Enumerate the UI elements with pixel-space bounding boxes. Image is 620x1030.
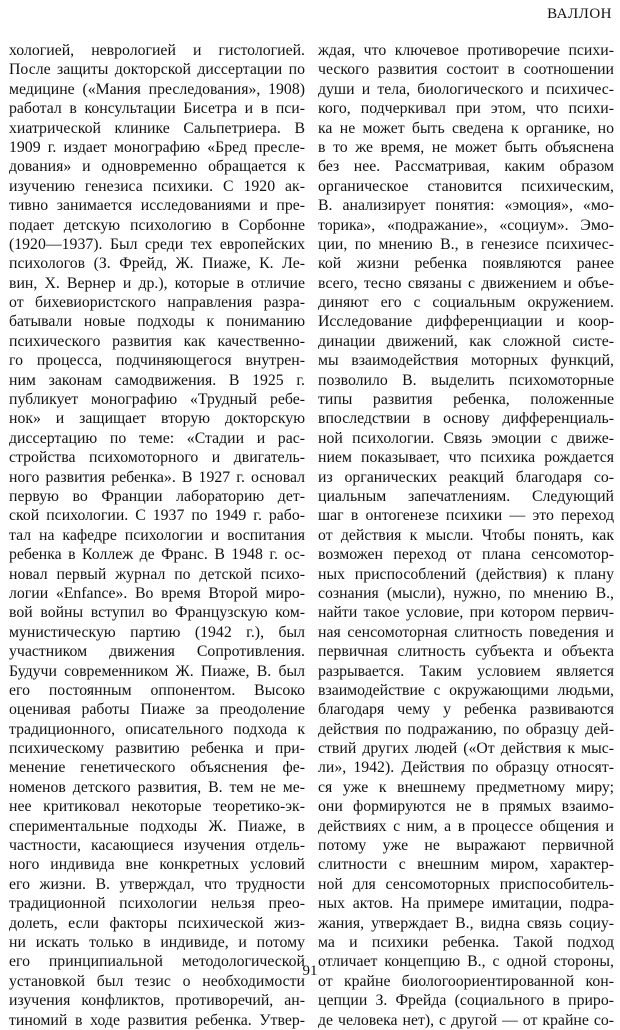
text-line: ни искать только в индивиде, и потому	[9, 933, 305, 951]
text-line: отличает концепцию В., с одной стороны,	[318, 953, 614, 971]
text-line: мы взаимодействия моторных функций,	[318, 352, 614, 370]
text-line: менение генетического объяснения фе-	[9, 759, 305, 777]
text-line: дования» и одновременно обращается к	[9, 158, 305, 176]
text-line: в то же время, не может быть объяснена	[318, 138, 614, 156]
text-line: диняют его с социальным окружением.	[318, 294, 614, 312]
text-line: оценивая работы Пиаже за преодоление	[9, 701, 305, 719]
text-line: возможен переход от плана сенсомотор-	[318, 546, 614, 564]
text-line: типы развития ребенка, положенные	[318, 391, 614, 409]
text-line: психологов (З. Фрейд, Ж. Пиаже, К. Ле-	[9, 255, 305, 273]
text-line: ним законам самодвижения. В 1925 г.	[9, 371, 305, 389]
text-line: ного индивида вне конкретных условий	[9, 856, 305, 874]
text-line: работал в консультации Бисетра и в пси-	[9, 100, 305, 118]
text-line: традиционного, описательного подхода к	[9, 720, 305, 738]
text-line: нок» и защищает вторую докторскую	[9, 410, 305, 428]
text-line: кой жизни ребенка появляются ранее	[318, 255, 614, 273]
text-line: После защиты докторской диссертации по	[9, 61, 305, 79]
text-line: потому уже не выражают первичной	[318, 837, 614, 855]
text-line: ся уже к внешнему предметному миру;	[318, 778, 614, 796]
text-line: ребенка в Коллеж де Франс. В 1948 г. ос-	[9, 546, 305, 564]
text-line: тал на кафедре психологии и воспитания	[9, 526, 305, 544]
text-line: ской психологии. С 1937 по 1949 г. рабо-	[9, 507, 305, 525]
text-line: нием показывает, что психика рождается	[318, 449, 614, 467]
text-line: подает детскую психологию в Сорбонне	[9, 216, 305, 234]
text-line: спериментальные подходы Ж. Пиаже, в	[9, 817, 305, 835]
text-line: его жизни. В. утверждал, что трудности	[9, 875, 305, 893]
text-line: от крайне биологоориентированной кон-	[318, 972, 614, 990]
text-line: нее критиковал некоторые теоретико-эк-	[9, 798, 305, 816]
text-line: ного развития ребенка». В 1927 г. основал	[9, 468, 305, 486]
text-line: души и тела, биологического и психичес-	[318, 80, 614, 98]
text-line: изучению генезиса психики. С 1920 ак-	[9, 177, 305, 195]
text-line: динации движений, как сложной систе-	[318, 332, 614, 350]
text-line: ных актов. На примере имитации, подра-	[318, 895, 614, 913]
text-line: батывали новые подходы к пониманию	[9, 313, 305, 331]
text-line: психическому развитию ребенка и при-	[9, 740, 305, 758]
text-column-right	[318, 41, 614, 1030]
text-line: кого, подчеркивал при этом, что психи-	[318, 100, 614, 118]
text-line: номенов детского развития, В. тем не ме-	[9, 778, 305, 796]
text-line: торика», «подражание», «социум». Эмо-	[318, 216, 614, 234]
text-line: тиномий в ходе развития ребенка. Утвер-	[9, 1011, 305, 1029]
text-line: стройства психомоторного и двигатель-	[9, 449, 305, 467]
text-line: ма и психики ребенка. Такой подход	[318, 933, 614, 951]
text-line: его принципиальной методологической	[9, 953, 305, 971]
text-line: ждая, что ключевое противоречие психи-	[318, 42, 614, 59]
text-line: установкой был тезис о необходимости	[9, 972, 305, 990]
text-line: тивно занимается исследованиями и пре-	[9, 197, 305, 215]
text-line: они формируются не в прямых взаимо-	[318, 798, 614, 816]
text-line: мунистическую партию (1942 г.), был	[9, 623, 305, 641]
text-line: благодаря чему у ребенка развиваются	[318, 701, 614, 719]
text-line: впоследствии в основу дифференциаль-	[318, 410, 614, 428]
text-line: ной для сенсомоторных приспособитель-	[318, 875, 614, 893]
text-line: без нее. Рассматривая, каким образом	[318, 158, 614, 176]
text-line: разрывается. Таким условием является	[318, 662, 614, 680]
text-line: хологией, неврологией и гистологией.	[9, 42, 305, 59]
text-line: частности, касающиеся изучения отдель-	[9, 837, 305, 855]
text-line: ческого развития состоит в соотношении	[318, 61, 614, 79]
text-line: от бихевиористского направления разра-	[9, 294, 305, 312]
text-line: Будучи современником Ж. Пиаже, В. был	[9, 662, 305, 680]
text-line: ной психологии. Связь эмоции с движе-	[318, 429, 614, 447]
text-line: психического развития как качественно-	[9, 332, 305, 350]
text-line: действиях с ним, а в процессе общения и	[318, 817, 614, 835]
text-line: всего, тесно связаны с движением и объе-	[318, 274, 614, 292]
text-line: шаг в онтогенезе психики — это переход	[318, 507, 614, 525]
text-line: ли», 1942). Действия по образцу относят-	[318, 759, 614, 777]
text-line: первую во Франции лабораторию дет-	[9, 487, 305, 505]
text-line: ная сенсомоторная слитность поведения и	[318, 623, 614, 641]
text-line: цепции З. Фрейда (социального в приро-	[318, 992, 614, 1010]
text-line: жания, утверждает В., видна связь социу-	[318, 914, 614, 932]
text-line: хиатрической клинике Сальпетриера. В	[9, 119, 305, 137]
text-line: диссертацию по теме: «Стадии и рас-	[9, 429, 305, 447]
text-line: позволило В. выделить психомоторные	[318, 371, 614, 389]
text-line: де человека нет), с другой — от крайне со-	[318, 1011, 614, 1029]
text-line: взаимодействие с окружающими людьми,	[318, 681, 614, 699]
text-line: органическое становится психическим,	[318, 177, 614, 195]
text-line: публикует монографию «Трудный ребе-	[9, 391, 305, 409]
text-line: сознания (мысли), нужно, по мнению В.,	[318, 584, 614, 602]
text-line: логии «Enfance». Во время Второй миро-	[9, 584, 305, 602]
text-line: циальным запечатлениям. Следующий	[318, 487, 614, 505]
text-line: слитности с внешним миром, характер-	[318, 856, 614, 874]
text-line: медицине («Мания преследования», 1908)	[9, 80, 305, 98]
text-line: ствий других людей («От действия к мыс-	[318, 740, 614, 758]
text-line: традиционной психологии нельзя прео-	[9, 895, 305, 913]
text-line: найти такое условие, при котором первич-	[318, 604, 614, 622]
text-line: вой войны вступил во Французскую ком-	[9, 604, 305, 622]
text-column-left	[9, 41, 305, 1030]
text-line: первичная слитность субъекта и объекта	[318, 643, 614, 661]
text-line: (1920—1937). Был среди тех европейских	[9, 235, 305, 253]
text-line: ка не может быть сведена к органике, но	[318, 119, 614, 137]
text-line: го процесса, подчиняющегося внутрен-	[9, 352, 305, 370]
text-line: долеть, если факторы психической жиз-	[9, 914, 305, 932]
text-line: ции, по мнению В., в генезисе психичес-	[318, 235, 614, 253]
text-line: изучения конфликтов, противоречий, ан-	[9, 992, 305, 1010]
text-line: действия по подражанию, по образцу дей-	[318, 720, 614, 738]
text-line: новал первый журнал по детской психо-	[9, 565, 305, 583]
text-line: вин, Х. Вернер и др.), которые в отличие	[9, 274, 305, 292]
text-line: из органических реакций благодаря со-	[318, 468, 614, 486]
text-line: участником движения Сопротивления.	[9, 643, 305, 661]
text-line: В. анализирует понятия: «эмоция», «мо-	[318, 197, 614, 215]
text-line: 1909 г. издает монографию «Бред пресле-	[9, 138, 305, 156]
text-line: ных приспособлений (действия) к плану	[318, 565, 614, 583]
page-number: 91	[302, 963, 318, 979]
running-head-title: ВАЛЛОН	[547, 6, 612, 22]
text-line: Исследование дифференциации и коор-	[318, 313, 614, 331]
text-line: его постоянным оппонентом. Высоко	[9, 681, 305, 699]
text-line: от действия к мысли. Чтобы понять, как	[318, 526, 614, 544]
